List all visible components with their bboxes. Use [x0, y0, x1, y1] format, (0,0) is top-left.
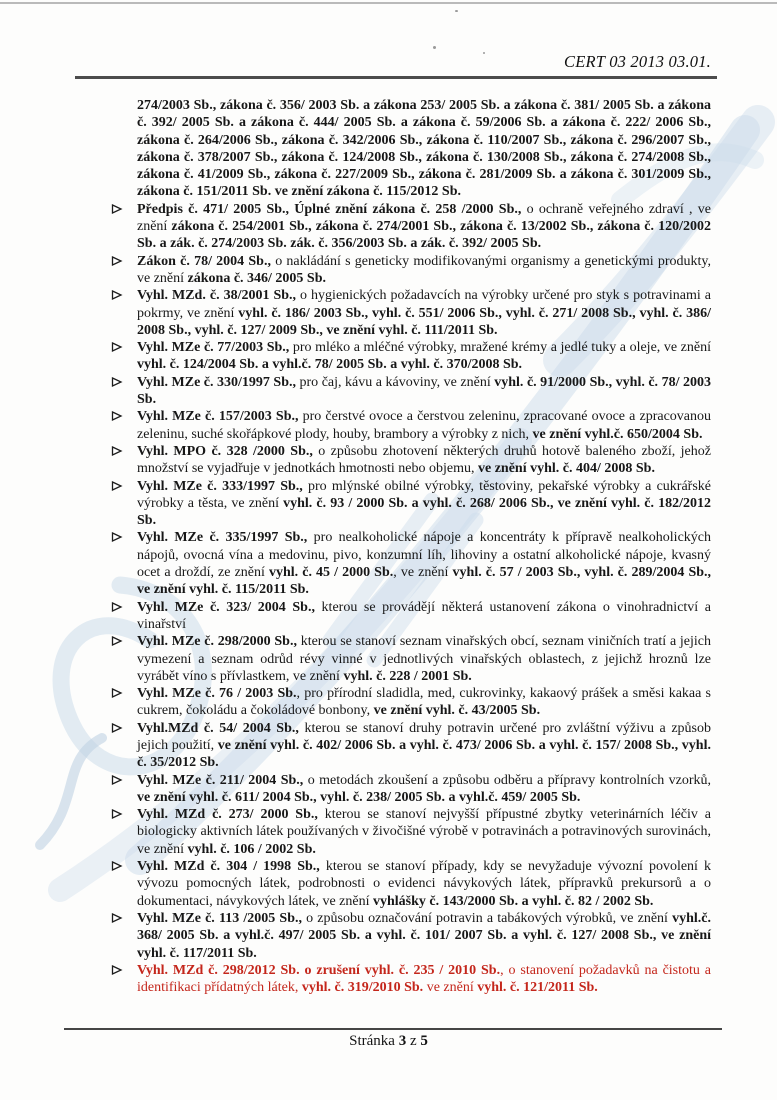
arrowhead-right-icon	[111, 808, 123, 820]
item-text: 274/2003 Sb., zákona č. 356/ 2003 Sb. a zákona 253/ 2005 Sb. a zákona č. 381/ 2005 Sb. a zákona č. 392/ 2005 Sb. a zákona č. 444/ 2005 Sb. a zákona č. 59/2006 Sb. a zákona č. 222/ 2006 Sb., zákona č. 264/2006 Sb., zákona č. 342/2006 Sb., zákona č. 110/2007 Sb., zákona č. 296/2007 Sb., zákona č. 378/2007 Sb., zákona č. 124/2008 Sb., zákona č. 130/2008 Sb., zákona č. 274/2008 Sb., zákona č. 41/2009 Sb., zákona č. 227/2009 Sb., zákona č. 281/2009 Sb. a zákona č. 301/2009 Sb., zákona č. 151/2011 Sb. ve znění zákona č. 115/2012 Sb.	[137, 98, 711, 200]
list-item	[137, 910, 711, 962]
item-text: Vyhl. MZd č. 304 / 1998 Sb., kterou se stanoví případy, kdy se nevyžaduje vývozní povolení k vývozu pomocných látek, podrobnosti o evidenci návykových látek, přípravků prekursorů a o dokumentaci, návykových látek, ve znění vyhlášky č. 143/2000 Sb. a vyhl. č. 82 / 2002 Sb.	[137, 859, 711, 909]
scan-speck	[483, 52, 485, 54]
list-item	[137, 633, 711, 685]
footer-total-pages: 5	[420, 1033, 428, 1049]
item-text: Vyhl. MZe č. 330/1997 Sb., pro čaj, kávu a kávoviny, ve znění vyhl. č. 91/2000 Sb., vyhl. č. 78/ 2003 Sb.	[137, 374, 711, 408]
item-text: Předpis č. 471/ 2005 Sb., Úplné znění zákona č. 258 /2000 Sb., o ochraně veřejného zdraví , ve znění zákona č. 254/2001 Sb., zákona č. 274/2001 Sb., zákona č. 13/2002 Sb., zákona č. 120/2002 Sb. a zák. č. 274/2003 Sb. zák. č. 356/2003 Sb. a zák. č. 392/ 2005 Sb.	[137, 201, 711, 252]
arrowhead-right-icon	[111, 687, 123, 699]
footer-separator: z	[409, 1033, 417, 1049]
arrowhead-right-icon	[111, 255, 123, 267]
list-item	[137, 374, 711, 409]
footer-rule	[64, 1028, 722, 1030]
item-text: Vyhl. MZe č. 113 /2005 Sb., o způsobu označování potravin a tabákových výrobků, ve znění vyhl.č. 368/ 2005 Sb. a vyhl.č. 497/ 2005 Sb. a vyhl. č. 101/ 2007 Sb. a vyhl. č. 127/ 2008 Sb., ve znění vyhl. č. 117/2011 Sb.	[137, 910, 711, 961]
list-item	[137, 339, 711, 374]
item-text: Vyhl. MZe č. 335/1997 Sb., pro nealkoholické nápoje a koncentráty k přípravě nealkoholických nápojů, ovocná vína a medovinu, pivo, konzumní líh, lihoviny a ostatní alkoholické nápoje, kvasný ocet a droždí, ze znění vyhl. č. 45 / 2000 Sb., ve znění vyhl. č. 57 / 2003 Sb., vyhl. č. 289/2004 Sb., ve znění vyhl. č. 115/2011 Sb.	[137, 530, 712, 598]
page-indicator	[349, 1033, 428, 1049]
continuation-paragraph	[137, 97, 711, 201]
arrowhead-right-icon	[111, 445, 123, 457]
item-text: Vyhl. MZe č. 298/2000 Sb., kterou se stanoví seznam vinařských obcí, seznam viničních tratí a jejich vymezení a seznam odrůd révy vinné v jednotlivých vinařských oblastech, z jejichž hroznů lze vyrábět víno s přívlastkem, ve znění vyhl. č. 228 / 2001 Sb.	[137, 634, 712, 684]
arrowhead-right-icon	[111, 601, 123, 613]
list-item	[137, 720, 711, 772]
item-text: Vyhl. MZe č. 211/ 2004 Sb., o metodách zkoušení a způsobu odběru a přípravy kontrolních vzorků, ve znění vyhl. č. 611/ 2004 Sb., vyhl. č. 238/ 2005 Sb. a vyhl.č. 459/ 2005 Sb.	[137, 772, 711, 805]
item-text: Vyhl. MZd. č. 38/2001 Sb., o hygienických požadavcích na výrobky určené pro styk s potravinami a pokrmy, ve znění vyhl. č. 186/ 2003 Sb., vyhl. č. 551/ 2006 Sb., vyhl. č. 271/ 2008 Sb., vyhl. č. 386/ 2008 Sb., vyhl. č. 127/ 2009 Sb., ve znění vyhl. č. 111/2011 Sb.	[137, 288, 711, 338]
list-item	[137, 858, 711, 910]
arrowhead-right-icon	[111, 774, 123, 786]
item-text: Zákon č. 78/ 2004 Sb., o nakládání s geneticky modifikovanými organismy a genetickými produkty, ve znění zákona č. 346/ 2005 Sb.	[137, 253, 711, 286]
arrowhead-right-icon	[111, 410, 123, 422]
item-text: Vyhl. MZe č. 76 / 2003 Sb., pro přírodní sladidla, med, cukrovinky, kakaový prášek a směsi kakaa s cukrem, čokoládu a čokoládové bonbony, ve znění vyhl. č. 43/2005 Sb.	[137, 686, 711, 719]
list-item	[137, 529, 711, 598]
document-code: CERT 03 2013 03.01.	[564, 52, 711, 71]
list-item	[137, 772, 711, 807]
list-item	[137, 408, 711, 443]
list-item	[137, 962, 711, 997]
item-text: Vyhl. MZd č. 273/ 2000 Sb., kterou se stanoví nejvyšší přípustné zbytky veterinárních léčiv a biologicky aktivních látek používaných v živočišné výrobě v potravinách a potravinových surovinách, ve znění vyhl. č. 106 / 2002 Sb.	[137, 807, 711, 857]
item-text: Vyhl. MZd č. 298/2012 Sb. o zrušení vyhl. č. 235 / 2010 Sb., o stanovení požadavků na čistotu a identifikaci přídatných látek, vyhl. č. 319/2010 Sb. ve znění vyhl. č. 121/2011 Sb.	[137, 962, 712, 996]
arrowhead-right-icon	[111, 289, 123, 301]
regulation-list	[137, 97, 711, 996]
footer-current-page: 3	[398, 1033, 407, 1049]
list-item	[137, 287, 711, 339]
arrowhead-right-icon	[111, 722, 123, 734]
item-text: Vyhl.MZd č. 54/ 2004 Sb., kterou se stanoví druhy potravin určené pro zvláštní výživu a způsob jejich použití, ve znění vyhl. č. 402/ 2006 Sb. a vyhl. č. 473/ 2006 Sb. a vyhl. č. 157/ 2008 Sb., vyhl. č. 35/2012 Sb.	[137, 720, 712, 771]
arrowhead-right-icon	[111, 635, 123, 647]
list-item	[137, 685, 711, 720]
arrowhead-right-icon	[111, 376, 123, 388]
scan-speck	[455, 10, 458, 12]
item-text: Vyhl. MZe č. 157/2003 Sb., pro čerstvé ovoce a čerstvou zeleninu, zpracované ovoce a zpracovanou zeleninu, suché skořápkové plody, houby, brambory a výrobky z nich, ve znění vyhl.č. 650/2004 Sb.	[137, 409, 711, 442]
list-item	[137, 253, 711, 288]
arrowhead-right-icon	[111, 480, 123, 492]
item-text: Vyhl. MPO č. 328 /2000 Sb., o způsobu zhotovení některých druhů hotově baleného zboží, jehož množství se vyjadřuje v jednotkách hmotnosti nebo objemu, ve znění vyhl. č. 404/ 2008 Sb.	[137, 443, 711, 477]
scan-edge-artifact	[0, 2, 777, 4]
item-text: Vyhl. MZe č. 77/2003 Sb., pro mléko a mléčné výrobky, mražené krémy a jedlé tuky a oleje, ve znění vyhl. č. 124/2004 Sb. a vyhl.č. 78/ 2005 Sb. a vyhl. č. 370/2008 Sb.	[137, 340, 711, 373]
list-item	[137, 201, 711, 253]
list-item	[137, 443, 711, 478]
scan-speck	[433, 46, 436, 49]
list-item	[137, 478, 711, 530]
arrowhead-right-icon	[111, 964, 123, 976]
page-footer	[0, 1033, 777, 1050]
item-text: Vyhl. MZe č. 333/1997 Sb., pro mlýnské obilné výrobky, těstoviny, pekařské výrobky a cukrářské výrobky a těsta, ve znění vyhl. č. 93 / 2000 Sb. a vyhl. č. 268/ 2006 Sb., ve znění vyhl. č. 182/2012 Sb.	[137, 478, 711, 529]
arrowhead-right-icon	[111, 912, 123, 924]
item-text: Vyhl. MZe č. 323/ 2004 Sb., kterou se provádějí některá ustanovení zákona o vinohradnictví a vinařství	[137, 599, 711, 632]
list-item	[137, 806, 711, 858]
arrowhead-right-icon	[111, 531, 123, 543]
footer-label: Stránka	[349, 1033, 395, 1049]
arrowhead-right-icon	[111, 341, 123, 353]
arrowhead-right-icon	[111, 860, 123, 872]
header-rule	[75, 76, 717, 79]
arrowhead-right-icon	[111, 203, 123, 215]
list-item	[137, 599, 711, 634]
